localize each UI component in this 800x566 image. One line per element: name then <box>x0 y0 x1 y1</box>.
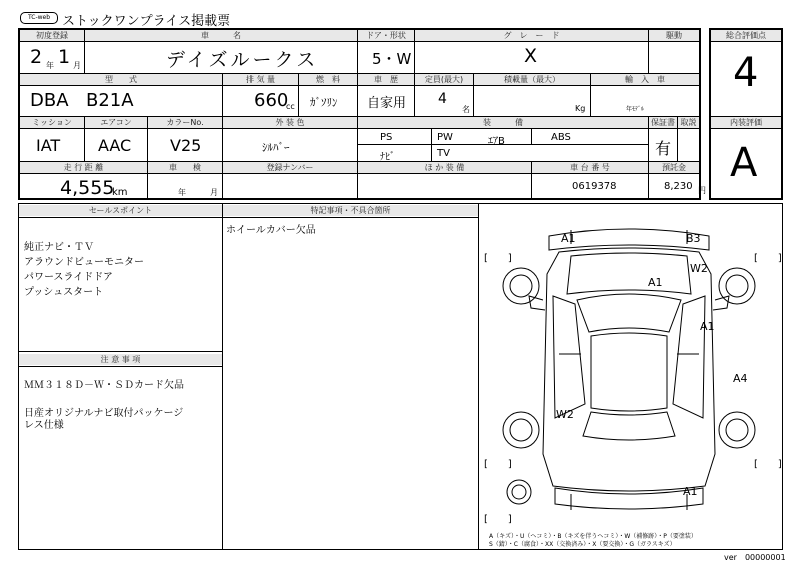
label-plate: 登録ナンバー <box>223 162 357 173</box>
label-inspection: 車 検 <box>148 162 222 173</box>
capacity-value: 4 <box>438 91 447 107</box>
sales-point-3: パワースライドドア <box>24 272 113 283</box>
label-manual: 取説 <box>678 117 699 128</box>
label-sales-points: セールスポイント <box>19 205 222 216</box>
label-overall-rating: 総合評価点 <box>711 30 781 41</box>
deposit-value: 8,230 <box>664 181 693 192</box>
mission-value: IAT <box>36 136 61 155</box>
sales-point-4: プッシュスタート <box>24 287 104 298</box>
label-load: 積載量（最大） <box>474 74 590 85</box>
damage-mark-right-quarter: A4 <box>733 372 748 385</box>
chassis-value: 0619378 <box>572 181 617 192</box>
page-title: ストックワンプライス掲載票 <box>62 14 231 29</box>
deposit-unit: 円 <box>698 186 706 195</box>
damage-mark-rear: A1 <box>683 485 698 498</box>
bracket-bottom-right: [ ] <box>754 459 782 470</box>
label-grade: グ レ ー ド <box>415 30 648 41</box>
mileage-value: 4,555 <box>60 177 115 199</box>
equip-tv: TV <box>437 148 450 159</box>
equip-airbag: ｴｱB <box>488 136 505 147</box>
label-warranty: 保証書 <box>651 118 675 127</box>
label-model-name: 車 名 <box>85 30 357 41</box>
model-name-value: デイズルークス <box>166 49 319 71</box>
note-line-2: 日産オリジナルナビ取付パッケージ <box>24 408 184 419</box>
sales-point-2: アラウンドビューモニター <box>24 257 144 268</box>
label-history: 車 歴 <box>358 74 414 85</box>
damage-mark-hood: A1 <box>648 276 663 289</box>
aircon-value: AAC <box>98 136 132 155</box>
label-mission: ミッション <box>20 117 84 128</box>
label-drive: 駆動 <box>649 30 699 41</box>
label-interior-rating: 内装評価 <box>711 117 781 128</box>
label-import: 輸 入 車 <box>591 74 699 85</box>
note-line-3: レス仕様 <box>24 420 64 431</box>
damage-mark-left-quarter: W2 <box>556 408 574 421</box>
bracket-bottom-left: [ ] <box>484 459 512 470</box>
label-door: ドア・形状 <box>358 30 414 41</box>
damage-mark-front-left: A1 <box>561 232 576 245</box>
overall-rating-value: 4 <box>733 50 759 96</box>
color-no-value: V25 <box>170 136 202 155</box>
first-reg-year: 2 <box>30 46 43 68</box>
exterior-value: ｼﾙﾊﾞｰ <box>262 141 290 154</box>
damage-mark-front-right: B3 <box>686 232 701 245</box>
bracket-top-right: [ ] <box>754 253 782 264</box>
door-value: 5・W <box>372 50 412 68</box>
equip-ps: PS <box>380 132 393 143</box>
fuel-value: ｶﾞｿﾘﾝ <box>310 96 338 109</box>
equip-abs: ABS <box>551 132 571 143</box>
damage-mark-right-fender: W2 <box>690 262 708 275</box>
legend-line-2: S（錆）・C（腐食）・XX（交換済み）・X（要交換）・G（ガラスキズ） <box>489 541 676 548</box>
note-line-1: ＭＭ３１８Ｄ－Ｗ・ＳＤカード欠品 <box>24 380 184 391</box>
bracket-bottom: [ ] <box>484 514 512 525</box>
equip-navi: ﾅﾋﾞ <box>380 152 395 163</box>
version-label: ver 00000001 <box>724 553 786 562</box>
import-note: 年ﾓﾃﾞﾙ <box>626 106 645 113</box>
displacement-unit: cc <box>286 102 295 111</box>
mileage-unit: km <box>112 187 128 198</box>
first-reg-month: 1 <box>58 46 71 68</box>
sales-point-1: 純正ナビ・ＴＶ <box>24 242 94 253</box>
label-fuel: 燃 料 <box>299 74 357 85</box>
grade-value: X <box>524 45 538 67</box>
label-mileage: 走 行 距 離 <box>20 162 147 173</box>
legend-line-1: A（キズ）・U（ヘコミ）・B（キズを伴うヘコミ）・W（補修跡）・P（要塗装） <box>489 533 697 540</box>
label-exterior: 外 装 色 <box>223 117 357 128</box>
history-value: 自家用 <box>367 96 407 111</box>
type-prefix-value: DBA <box>30 90 69 111</box>
label-displacement: 排 気 量 <box>223 74 298 85</box>
special-note-text: ホイールカバー欠品 <box>226 225 316 236</box>
displacement-value: 660 <box>254 90 289 111</box>
label-capacity: 定員(最大) <box>415 74 473 85</box>
logo: TC-web <box>20 12 58 24</box>
label-equipment: 装 備 <box>358 117 648 128</box>
bracket-top-left: [ ] <box>484 253 512 264</box>
first-reg-year-unit: 年 <box>46 61 54 70</box>
warranty-value: 有 <box>655 139 672 158</box>
first-reg-month-unit: 月 <box>73 61 81 70</box>
vehicle-info-table <box>18 28 701 200</box>
label-type: 型 式 <box>20 74 222 85</box>
inspection-month: 月 <box>210 188 218 197</box>
type-value: B21A <box>86 90 134 111</box>
label-other-equipment: ほ か 装 備 <box>358 162 531 173</box>
label-special-notes: 特記事項・不具合箇所 <box>223 205 478 216</box>
interior-rating-value: A <box>730 140 758 186</box>
label-notes: 注 意 事 項 <box>19 354 222 365</box>
label-aircon: エアコン <box>85 117 147 128</box>
inspection-year: 年 <box>178 188 186 197</box>
load-unit: Kg <box>575 104 586 113</box>
damage-mark-right-door: A1 <box>700 320 715 333</box>
label-chassis: 車 台 番 号 <box>532 162 648 173</box>
label-deposit: 預託金 <box>649 162 699 173</box>
label-first-reg: 初度登録 <box>20 30 84 41</box>
label-color: カラーNo. <box>148 117 222 128</box>
capacity-unit: 名 <box>462 105 470 114</box>
equip-pw: PW <box>437 132 453 143</box>
